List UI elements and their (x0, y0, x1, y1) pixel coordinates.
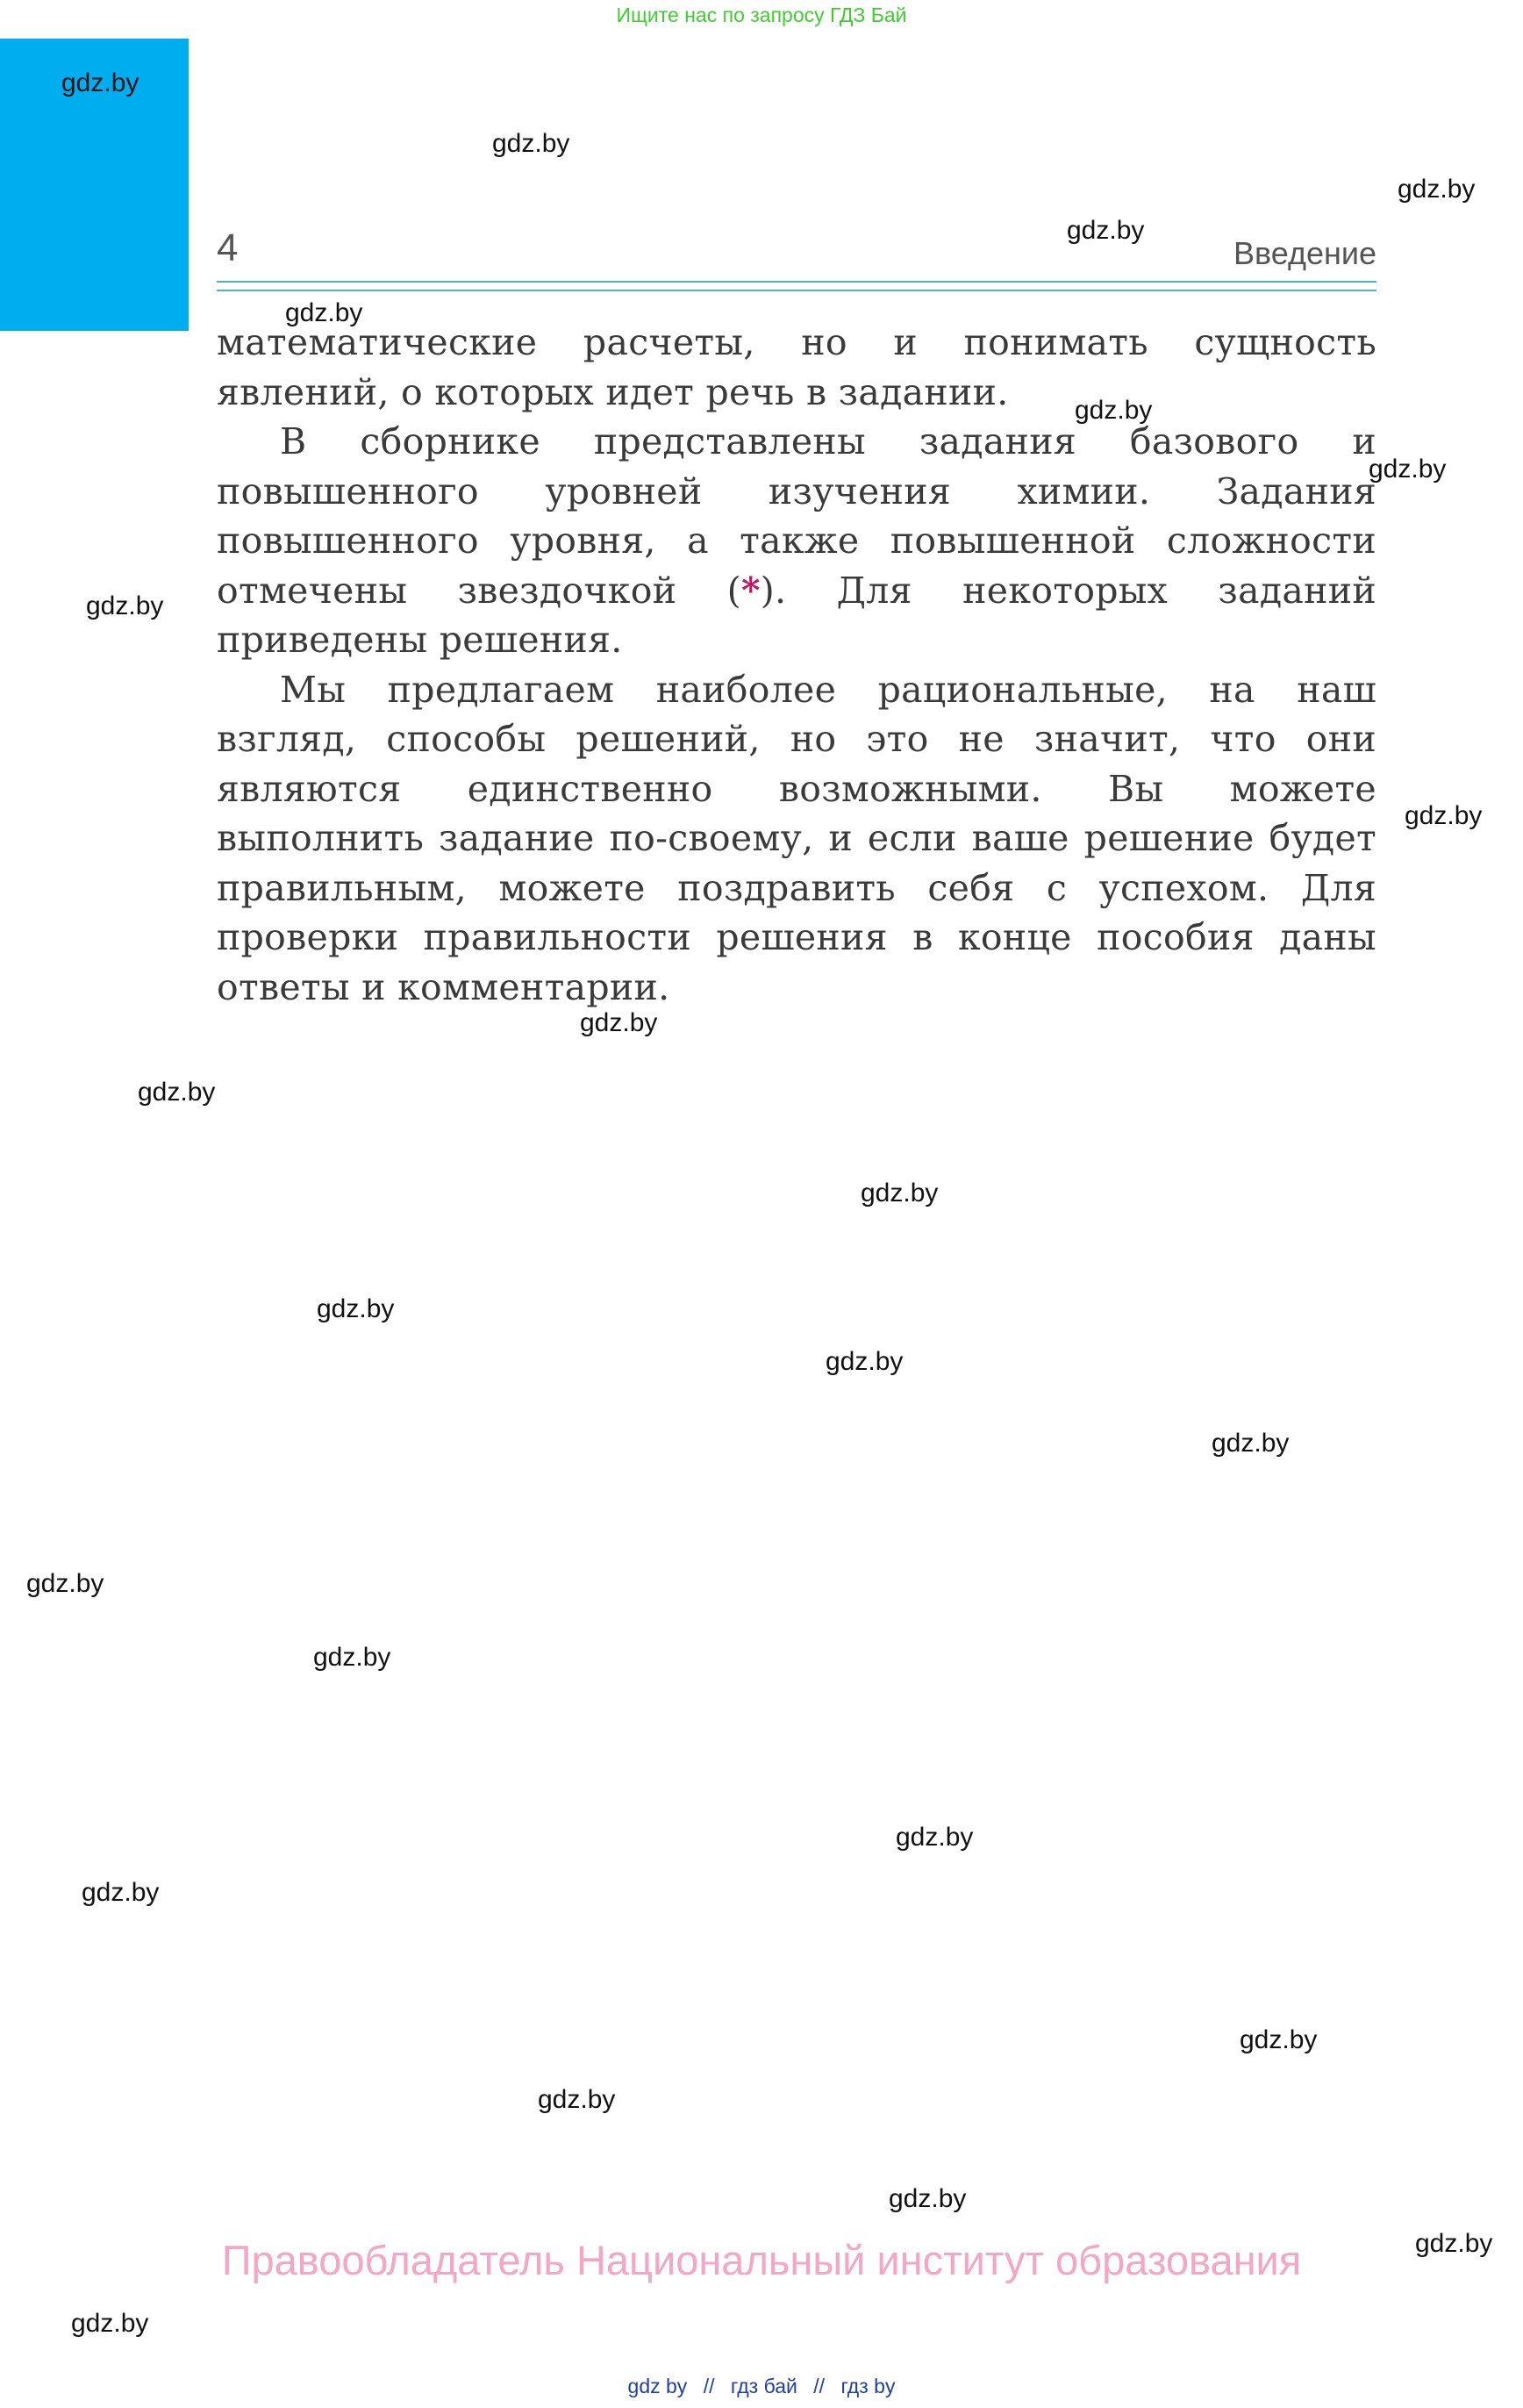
watermark: gdz.by (889, 2184, 967, 2213)
watermark: gdz.by (61, 68, 139, 97)
copyright-notice: Правообладатель Национальный институт образования (221, 2237, 1302, 2283)
watermark: gdz.by (1405, 801, 1483, 830)
watermark: gdz.by (26, 1569, 104, 1598)
footer-separator: // (813, 2375, 826, 2397)
footer-links (0, 2375, 1523, 2398)
paragraph-2-text-a: В сборнике представлены задания базового и повышенного уровней изучения химии. Задания повышенного уровня, а также повышенной сложности отмечены звездочкой ( (217, 420, 1376, 612)
paragraph-1: математические расчеты, но и понимать сущность явлений, о которых идет речь в задании. (217, 321, 1376, 413)
body-text (217, 318, 1376, 1012)
paragraph-3: Мы предлагаем наиболее рациональные, на наш взгляд, способы решений, но это не значит, что они являются единственно возможными. Вы можете выполнить задание по-своему, и если ваше решение будет правильным, можете поздравить себя с успехом. Для проверки правильности решения в конце пособия даны ответы и комментарии. (217, 668, 1376, 1008)
watermark: gdz.by (317, 1294, 395, 1323)
header-rule-bottom (217, 290, 1376, 291)
watermark: gdz.by (538, 2085, 616, 2114)
watermark: gdz.by (896, 1823, 974, 1852)
footer-link-gdz-by-cyr[interactable]: гдз by (840, 2375, 896, 2397)
watermark: gdz.by (1398, 175, 1476, 204)
watermark: gdz.by (285, 298, 363, 327)
footer-link-gdz-by[interactable]: gdz by (627, 2375, 688, 2397)
watermark: gdz.by (1415, 2229, 1493, 2258)
watermark: gdz.by (1067, 216, 1145, 245)
watermark: gdz.by (580, 1008, 658, 1037)
footer-separator: // (703, 2375, 715, 2397)
watermark: gdz.by (826, 1347, 904, 1376)
section-title: Введение (1233, 235, 1376, 271)
top-banner: Ищите нас по запросу ГДЗ Бай (616, 4, 907, 26)
page-number: 4 (217, 226, 239, 269)
watermark: gdz.by (861, 1179, 939, 1208)
watermark: gdz.by (1212, 1429, 1290, 1458)
paragraph-2-text-b: ). Для некоторых заданий приведены решения. (217, 569, 1377, 661)
paragraph-2 (217, 417, 1376, 665)
watermark: gdz.by (1240, 2025, 1318, 2054)
header-rule-top (217, 281, 1376, 283)
watermark: gdz.by (138, 1078, 216, 1107)
watermark: gdz.by (71, 2309, 149, 2338)
star-marker: * (740, 569, 761, 612)
watermark: gdz.by (82, 1878, 160, 1907)
watermark: gdz.by (1369, 455, 1447, 484)
watermark: gdz.by (86, 591, 164, 620)
watermark: gdz.by (313, 1643, 391, 1672)
footer-link-gdz-bai[interactable]: гдз бай (730, 2375, 797, 2397)
watermark: gdz.by (492, 129, 570, 158)
watermark: gdz.by (1075, 396, 1153, 425)
